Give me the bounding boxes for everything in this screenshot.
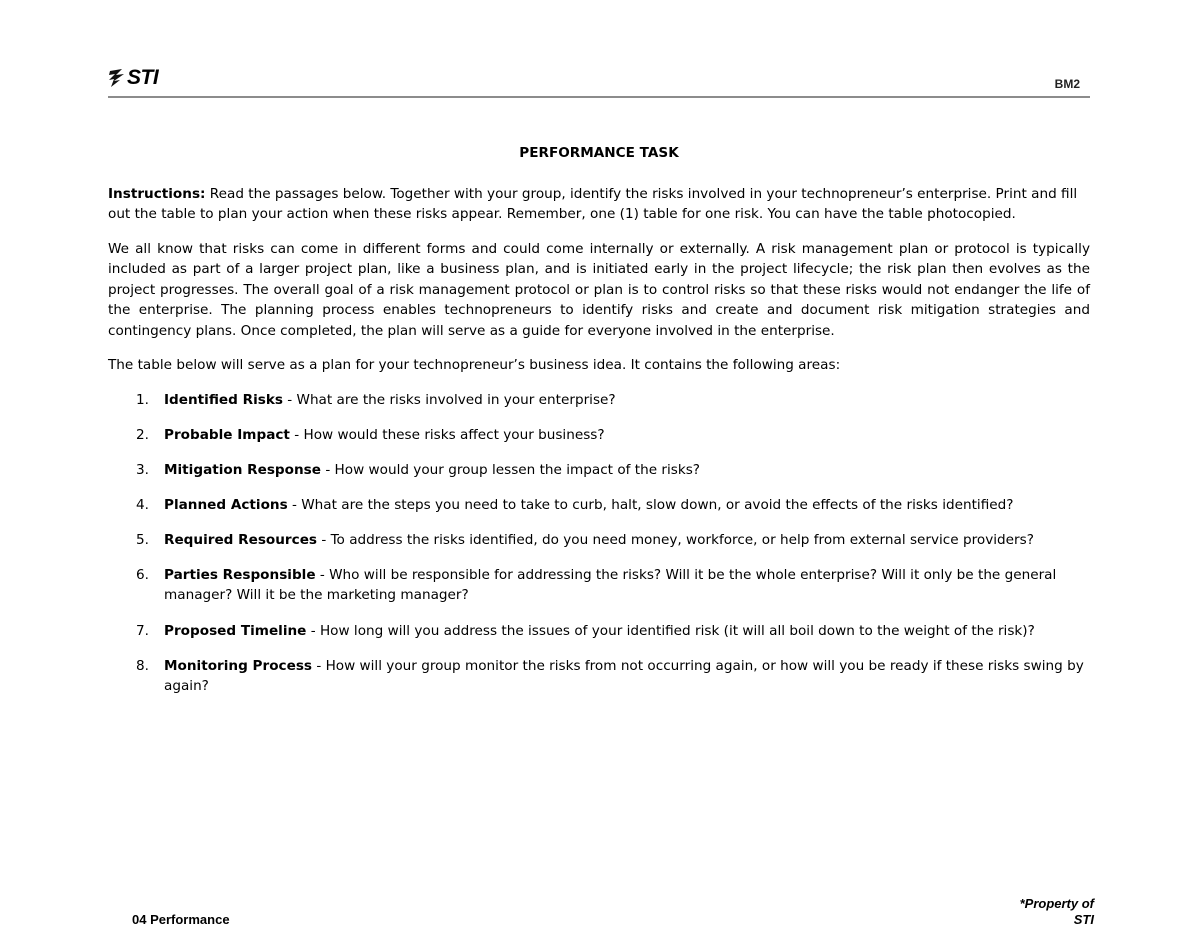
page-header <box>108 64 1090 98</box>
footer-property-line2: STI <box>1073 912 1094 927</box>
list-item: 4. Planned Actions - What are the steps you need to take to curb, halt, slow down, or avoid the effects of the risks identified? <box>136 496 1014 513</box>
footer-document-label: 04 Performance <box>132 912 230 927</box>
sti-swoosh-icon <box>108 67 126 89</box>
table-description-paragraph: The table below will serve as a plan for your technopreneur’s business idea. It contains the following areas: <box>108 357 841 373</box>
instructions-text: Read the passages below. Together with your group, identify the risks involved in your technopreneur’s enterprise. Print and fill out the table to plan your action when these risks appear. Remember, one (1) table for one risk. You can have the table photocopied. <box>108 185 1078 222</box>
logo-text: STI <box>127 66 159 89</box>
footer-property-note <box>1020 896 1094 928</box>
instructions-paragraph <box>108 184 1090 225</box>
document-body <box>108 143 1090 711</box>
list-item: 6. Parties Responsible - Who will be responsible for addressing the risks? Will it be the whole enterprise? Will it only be the general manager? Will it be the marketing manager? <box>136 566 1057 604</box>
areas-list <box>108 390 1090 697</box>
course-code: BM2 <box>1054 77 1080 91</box>
list-item: 8. Monitoring Process - How will your group monitor the risks from not occurring again, or how will you be ready if these risks swing by again? <box>136 657 1084 695</box>
list-item: 1. Identified Risks - What are the risks involved in your enterprise? <box>136 391 616 408</box>
list-item: 7. Proposed Timeline - How long will you address the issues of your identified risk (it will all boil down to the weight of the risk)? <box>136 622 1035 639</box>
list-item: 5. Required Resources - To address the risks identified, do you need money, workforce, or help from external service providers? <box>136 531 1034 548</box>
sti-logo <box>108 66 158 90</box>
page-title: PERFORMANCE TASK <box>519 145 679 161</box>
list-item: 2. Probable Impact - How would these risks affect your business? <box>136 426 605 443</box>
footer-property-line1: *Property of <box>1019 896 1094 911</box>
instructions-label: Instructions: <box>108 185 206 202</box>
intro-paragraph: We all know that risks can come in different forms and could come internally or externally. A risk management plan or protocol is typically included as part of a larger project plan, like a business plan, and is initiated early in the project lifecycle; the risk plan then evolves as the project progresses. The overall goal of a risk management protocol or plan is to control risks so that these risks would not endanger the life of the enterprise. The planning process enables technopreneurs to identify risks and create and document risk mitigation strategies and contingency plans. Once completed, the plan will serve as a guide for everyone involved in the enterprise. <box>108 240 1090 339</box>
list-item: 3. Mitigation Response - How would your group lessen the impact of the risks? <box>136 461 700 478</box>
